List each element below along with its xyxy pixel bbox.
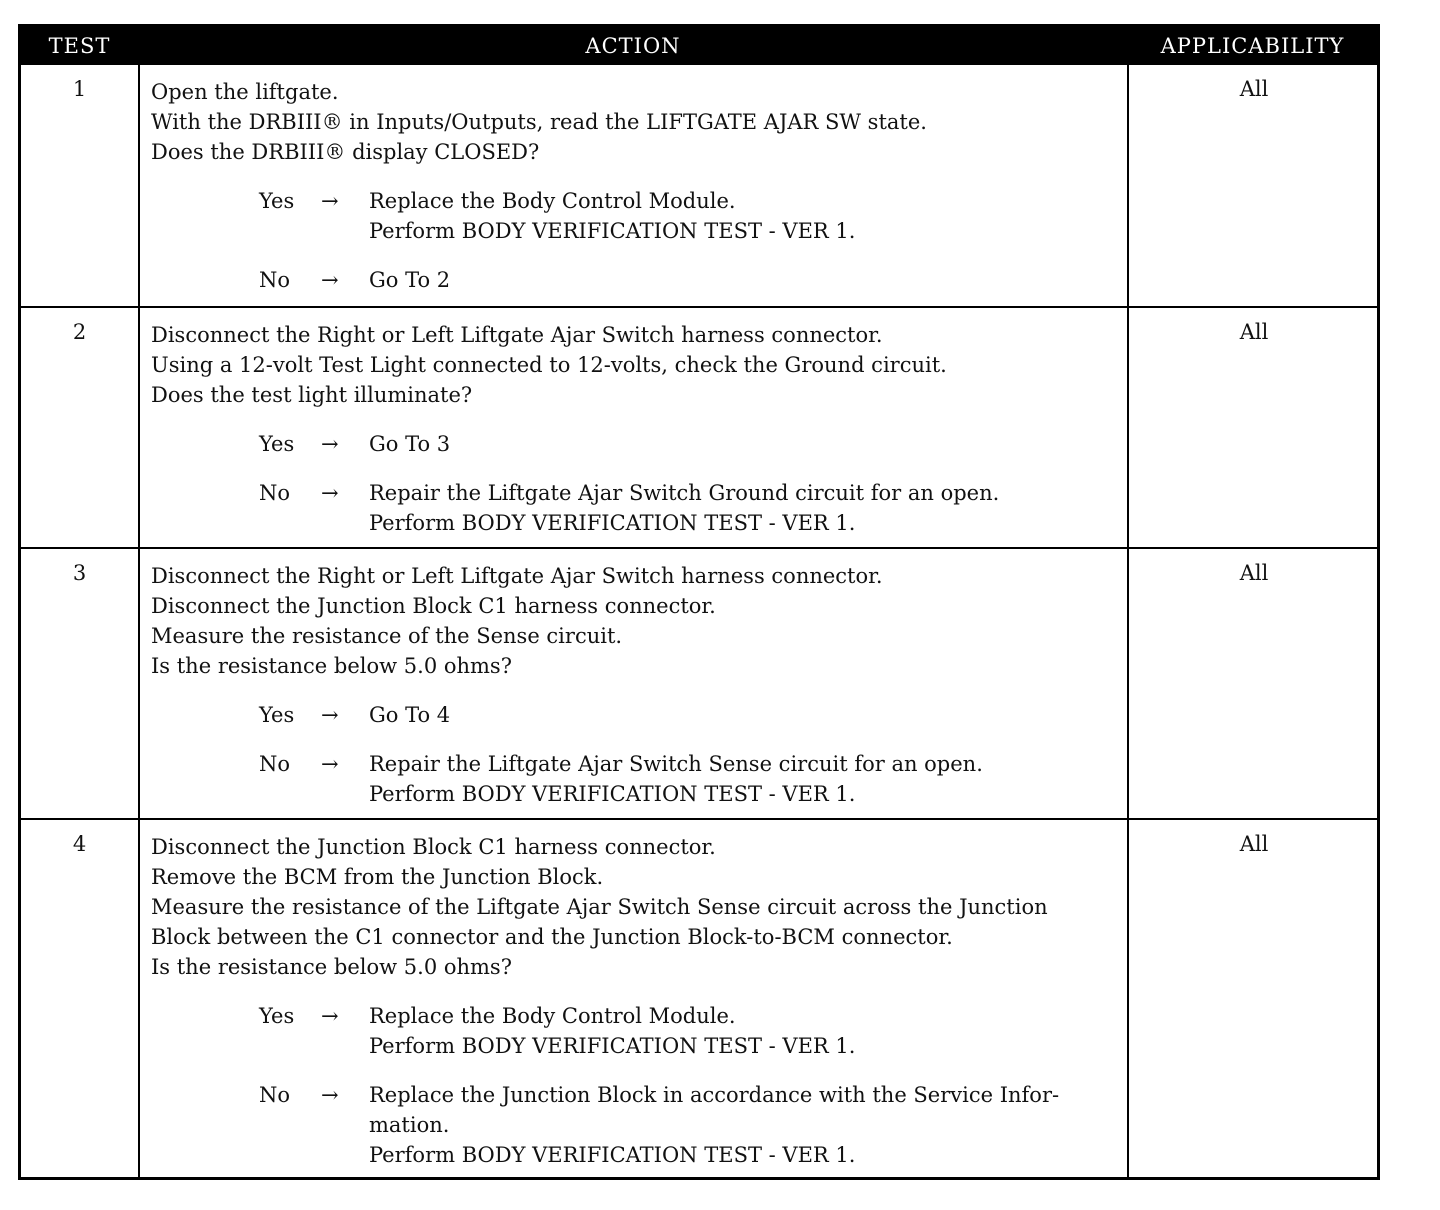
action-line: Using a 12-volt Test Light connected to 12-volts, check the Ground circuit.: [151, 353, 947, 377]
no-label: No: [259, 1083, 291, 1107]
yes-label: Yes: [259, 189, 295, 213]
column-divider: [1127, 65, 1129, 307]
action-cell: [151, 832, 1126, 1170]
column-divider: [138, 820, 140, 1178]
no-response: [151, 1080, 1126, 1170]
column-divider: [1127, 820, 1129, 1178]
header-action: ACTION: [585, 34, 681, 58]
diagnostic-table: [18, 24, 1380, 1180]
applicability-value: All: [1239, 320, 1269, 344]
test-number: 1: [72, 77, 87, 101]
response-line: Perform BODY VERIFICATION TEST - VER 1.: [369, 1143, 856, 1167]
column-divider: [1127, 308, 1129, 548]
action-line: Disconnect the Right or Left Liftgate Ajar Switch harness connector.: [151, 323, 883, 347]
yes-response: [151, 186, 1126, 246]
arrow-icon: →: [321, 189, 339, 213]
no-label: No: [259, 268, 291, 292]
action-line: Remove the BCM from the Junction Block.: [151, 865, 604, 889]
header-applicability: APPLICABILITY: [1160, 34, 1345, 58]
response-line: Repair the Liftgate Ajar Switch Ground circuit for an open.: [369, 481, 1000, 505]
yes-label: Yes: [259, 703, 295, 727]
no-label: No: [259, 752, 291, 776]
action-line: Is the resistance below 5.0 ohms?: [151, 955, 512, 979]
action-line: Measure the resistance of the Sense circuit.: [151, 624, 623, 648]
test-number: 2: [72, 320, 87, 344]
no-response: [151, 265, 1126, 295]
response-line: Perform BODY VERIFICATION TEST - VER 1.: [369, 782, 856, 806]
action-line: Disconnect the Right or Left Liftgate Ajar Switch harness connector.: [151, 564, 883, 588]
arrow-icon: →: [321, 432, 339, 456]
action-line: Disconnect the Junction Block C1 harness connector.: [151, 835, 716, 859]
applicability-value: All: [1239, 832, 1269, 856]
applicability-value: All: [1239, 561, 1269, 585]
column-divider: [138, 65, 140, 307]
yes-response: [151, 700, 1126, 730]
column-divider: [1127, 549, 1129, 819]
action-line: Disconnect the Junction Block C1 harness connector.: [151, 594, 716, 618]
action-line: Measure the resistance of the Liftgate Ajar Switch Sense circuit across the Junction: [151, 895, 1048, 919]
arrow-icon: →: [321, 1083, 339, 1107]
applicability-value: All: [1239, 77, 1269, 101]
test-number: 3: [72, 561, 87, 585]
action-line: Open the liftgate.: [151, 80, 339, 104]
arrow-icon: →: [321, 752, 339, 776]
no-label: No: [259, 481, 291, 505]
response-line: Replace the Junction Block in accordance with the Service Infor-: [369, 1083, 1060, 1107]
no-response: [151, 749, 1126, 809]
arrow-icon: →: [321, 703, 339, 727]
action-line: Does the DRBIII® display CLOSED?: [151, 140, 540, 164]
arrow-icon: →: [321, 268, 339, 292]
no-response: [151, 478, 1126, 538]
header-test: TEST: [48, 34, 111, 58]
action-cell: [151, 561, 1126, 809]
action-line: Block between the C1 connector and the Junction Block-to-BCM connector.: [151, 925, 953, 949]
test-number: 4: [72, 832, 87, 856]
arrow-icon: →: [321, 1004, 339, 1028]
response-line: Go To 4: [369, 703, 451, 727]
action-cell: [151, 77, 1126, 295]
column-divider: [138, 308, 140, 548]
response-line: Go To 3: [369, 432, 451, 456]
action-line: Is the resistance below 5.0 ohms?: [151, 654, 512, 678]
yes-label: Yes: [259, 1004, 295, 1028]
action-line: With the DRBIII® in Inputs/Outputs, read the LIFTGATE AJAR SW state.: [151, 110, 927, 134]
yes-response: [151, 1001, 1126, 1061]
table-header: [21, 27, 1377, 65]
table-row: [21, 818, 1377, 1178]
response-line: Perform BODY VERIFICATION TEST - VER 1.: [369, 1034, 856, 1058]
table-row: [21, 306, 1377, 548]
response-line: Go To 2: [369, 268, 451, 292]
response-line: Repair the Liftgate Ajar Switch Sense circuit for an open.: [369, 752, 983, 776]
action-cell: [151, 320, 1126, 538]
response-line: Perform BODY VERIFICATION TEST - VER 1.: [369, 511, 856, 535]
response-line: Perform BODY VERIFICATION TEST - VER 1.: [369, 219, 856, 243]
column-divider: [138, 549, 140, 819]
table-row: [21, 547, 1377, 819]
response-line: Replace the Body Control Module.: [369, 189, 736, 213]
yes-label: Yes: [259, 432, 295, 456]
response-line: mation.: [369, 1113, 450, 1137]
arrow-icon: →: [321, 481, 339, 505]
action-line: Does the test light illuminate?: [151, 383, 473, 407]
yes-response: [151, 429, 1126, 459]
response-line: Replace the Body Control Module.: [369, 1004, 736, 1028]
table-row: [21, 65, 1377, 307]
